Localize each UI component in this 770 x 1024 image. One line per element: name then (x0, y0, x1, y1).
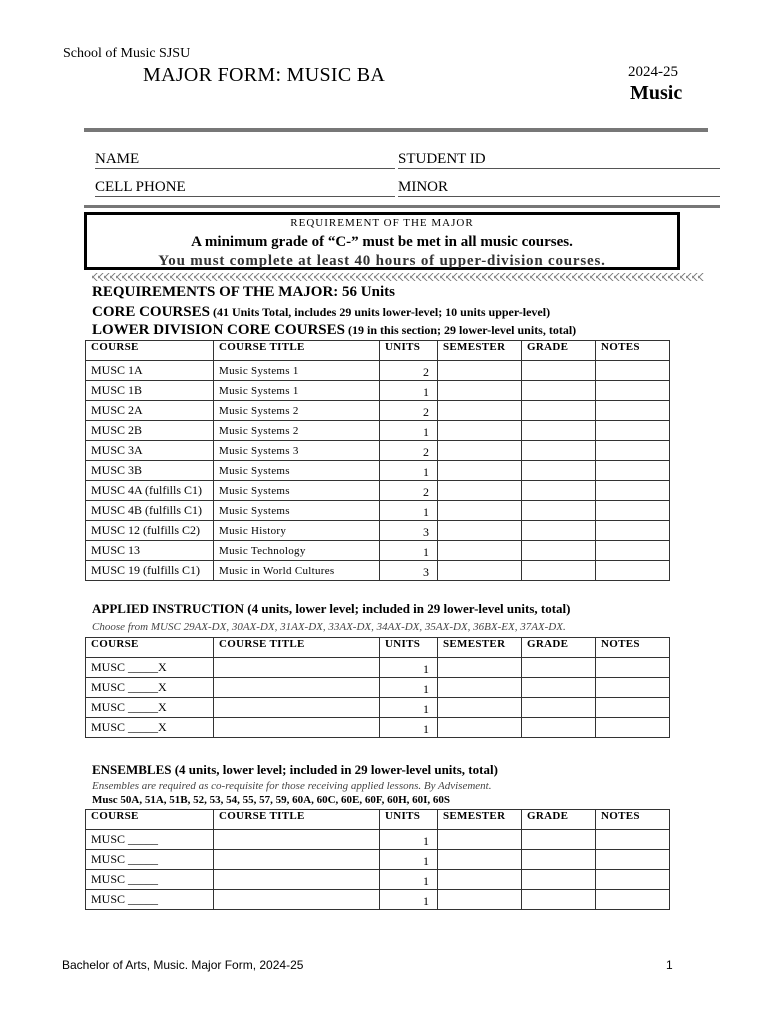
course-cell: MUSC 2A (86, 401, 214, 421)
notes-cell[interactable] (596, 718, 670, 738)
course-cell: MUSC 19 (fulfills C1) (86, 561, 214, 581)
minor-label: MINOR (398, 179, 449, 195)
form-title: MAJOR FORM: MUSIC BA (143, 64, 386, 86)
units-cell: 2 (380, 401, 438, 421)
grade-cell[interactable] (522, 718, 596, 738)
header-row (86, 638, 670, 658)
column-header-semester: SEMESTER (438, 638, 522, 658)
column-header-semester: SEMESTER (438, 341, 522, 361)
notes-cell[interactable] (596, 461, 670, 481)
column-header-semester: SEMESTER (438, 810, 522, 830)
core-label: CORE COURSES (92, 304, 210, 320)
grade-cell[interactable] (522, 461, 596, 481)
notes-cell[interactable] (596, 850, 670, 870)
core-heading (92, 304, 550, 321)
notes-cell[interactable] (596, 421, 670, 441)
table-row (86, 850, 670, 870)
course-cell: MUSC 4A (fulfills C1) (86, 481, 214, 501)
semester-cell[interactable] (438, 890, 522, 910)
title-cell: Music Systems 2 (214, 401, 380, 421)
notes-cell[interactable] (596, 521, 670, 541)
course-cell: MUSC 12 (fulfills C2) (86, 521, 214, 541)
department-name: Music (630, 82, 683, 104)
notes-cell[interactable] (596, 561, 670, 581)
title-cell (214, 850, 380, 870)
notes-cell[interactable] (596, 361, 670, 381)
lower-heading (92, 322, 576, 339)
ensembles-title: ENSEMBLES (4 units, lower level; included in 29 lower-level units, total) (92, 762, 498, 777)
course-cell: MUSC 1A (86, 361, 214, 381)
decorative-border (92, 273, 704, 281)
academic-year: 2024-25 (628, 64, 678, 80)
semester-cell[interactable] (438, 658, 522, 678)
grade-cell[interactable] (522, 501, 596, 521)
course-cell: MUSC 13 (86, 541, 214, 561)
column-header-notes: NOTES (596, 810, 670, 830)
table-row (86, 461, 670, 481)
grade-cell[interactable] (522, 361, 596, 381)
header-row (86, 810, 670, 830)
notes-cell[interactable] (596, 381, 670, 401)
title-cell (214, 870, 380, 890)
semester-cell[interactable] (438, 381, 522, 401)
units-cell: 3 (380, 521, 438, 541)
units-cell: 1 (380, 830, 438, 850)
student-id-label: STUDENT ID (398, 151, 486, 167)
course-cell: MUSC _____X (86, 698, 214, 718)
grade-cell[interactable] (522, 678, 596, 698)
ensembles-list: Musc 50A, 51A, 51B, 52, 53, 54, 55, 57, 59, 60A, 60C, 60E, 60F, 60H, 60I, 60S (92, 794, 451, 806)
notes-cell[interactable] (596, 541, 670, 561)
units-cell: 1 (380, 890, 438, 910)
table-row (86, 401, 670, 421)
units-cell: 1 (380, 461, 438, 481)
notes-cell[interactable] (596, 501, 670, 521)
table-row (86, 501, 670, 521)
fields-divider (84, 205, 720, 208)
semester-cell[interactable] (438, 361, 522, 381)
course-cell: MUSC 3A (86, 441, 214, 461)
units-cell: 3 (380, 561, 438, 581)
table-row (86, 441, 670, 461)
semester-cell[interactable] (438, 461, 522, 481)
units-cell: 2 (380, 481, 438, 501)
title-cell (214, 830, 380, 850)
units-cell: 2 (380, 441, 438, 461)
notes-cell[interactable] (596, 870, 670, 890)
title-cell: Music Systems (214, 501, 380, 521)
title-cell: Music Systems (214, 481, 380, 501)
semester-cell[interactable] (438, 678, 522, 698)
title-cell: Music Systems (214, 461, 380, 481)
core-sub: (41 Units Total, includes 29 units lower-level; 10 units upper-level) (209, 305, 551, 319)
title-cell (214, 698, 380, 718)
table-row (86, 830, 670, 850)
top-divider (84, 128, 708, 132)
grade-cell[interactable] (522, 381, 596, 401)
column-header-course-title: COURSE TITLE (214, 341, 380, 361)
grade-cell[interactable] (522, 830, 596, 850)
semester-cell[interactable] (438, 481, 522, 501)
school-name: School of Music SJSU (63, 46, 191, 61)
semester-cell[interactable] (438, 521, 522, 541)
notes-cell[interactable] (596, 481, 670, 501)
grade-cell[interactable] (522, 541, 596, 561)
name-field[interactable] (95, 168, 395, 169)
notes-cell[interactable] (596, 830, 670, 850)
grade-cell[interactable] (522, 421, 596, 441)
column-header-notes: NOTES (596, 638, 670, 658)
notes-cell[interactable] (596, 658, 670, 678)
column-header-course-title: COURSE TITLE (214, 810, 380, 830)
units-cell: 1 (380, 541, 438, 561)
table-row (86, 870, 670, 890)
units-cell: 1 (380, 658, 438, 678)
semester-cell[interactable] (438, 830, 522, 850)
units-cell: 1 (380, 421, 438, 441)
title-cell: Music History (214, 521, 380, 541)
units-cell: 1 (380, 870, 438, 890)
course-cell: MUSC 4B (fulfills C1) (86, 501, 214, 521)
table-row (86, 698, 670, 718)
column-header-course-title: COURSE TITLE (214, 638, 380, 658)
grade-cell[interactable] (522, 890, 596, 910)
course-cell: MUSC 3B (86, 461, 214, 481)
notes-cell[interactable] (596, 441, 670, 461)
table-row (86, 658, 670, 678)
header-row (86, 341, 670, 361)
cell-phone-field[interactable] (95, 196, 395, 197)
grade-cell[interactable] (522, 521, 596, 541)
table-row (86, 718, 670, 738)
semester-cell[interactable] (438, 870, 522, 890)
table-row (86, 421, 670, 441)
grade-cell[interactable] (522, 561, 596, 581)
semester-cell[interactable] (438, 501, 522, 521)
semester-cell[interactable] (438, 401, 522, 421)
column-header-grade: GRADE (522, 638, 596, 658)
notes-cell[interactable] (596, 401, 670, 421)
student-id-field[interactable] (398, 168, 720, 169)
units-cell: 1 (380, 381, 438, 401)
course-cell: MUSC 1B (86, 381, 214, 401)
units-cell: 1 (380, 850, 438, 870)
title-cell (214, 658, 380, 678)
semester-cell[interactable] (438, 421, 522, 441)
title-cell: Music Systems 1 (214, 381, 380, 401)
units-cell: 1 (380, 718, 438, 738)
column-header-course: COURSE (86, 810, 214, 830)
semester-cell[interactable] (438, 718, 522, 738)
table-row (86, 481, 670, 501)
column-header-notes: NOTES (596, 341, 670, 361)
course-cell: MUSC _____ (86, 870, 214, 890)
grade-cell[interactable] (522, 401, 596, 421)
title-cell (214, 890, 380, 910)
applied-title: APPLIED INSTRUCTION (4 units, lower level; included in 29 lower-level units, total) (92, 601, 571, 616)
semester-cell[interactable] (438, 441, 522, 461)
table-row (86, 521, 670, 541)
column-header-grade: GRADE (522, 810, 596, 830)
units-cell: 1 (380, 678, 438, 698)
title-cell: Music Systems 3 (214, 441, 380, 461)
grade-cell[interactable] (522, 850, 596, 870)
requirement-heading: REQUIREMENT OF THE MAJOR (290, 217, 474, 229)
semester-cell[interactable] (438, 561, 522, 581)
ensembles-table (85, 809, 670, 910)
column-header-course: COURSE (86, 638, 214, 658)
minor-field[interactable] (398, 196, 720, 197)
semester-cell[interactable] (438, 850, 522, 870)
course-cell: MUSC _____X (86, 718, 214, 738)
semester-cell[interactable] (438, 541, 522, 561)
table-row (86, 541, 670, 561)
table-row (86, 381, 670, 401)
table-row (86, 561, 670, 581)
units-cell: 1 (380, 698, 438, 718)
cell-phone-label: CELL PHONE (95, 179, 186, 195)
ensembles-note: Ensembles are required as co-requisite for those receiving applied lessons. By Advisement. (92, 780, 492, 792)
title-cell: Music Technology (214, 541, 380, 561)
course-cell: MUSC _____ (86, 850, 214, 870)
page-number: 1 (666, 958, 673, 972)
notes-cell[interactable] (596, 678, 670, 698)
requirement-hours: You must complete at least 40 hours of upper-division courses. (158, 253, 606, 269)
table-row (86, 361, 670, 381)
course-cell: MUSC _____X (86, 658, 214, 678)
lower-label: LOWER DIVISION CORE COURSES (92, 322, 345, 338)
course-cell: MUSC _____ (86, 890, 214, 910)
lower-sub: (19 in this section; 29 lower-level units, total) (344, 323, 577, 337)
course-cell: MUSC _____X (86, 678, 214, 698)
column-header-grade: GRADE (522, 341, 596, 361)
applied-table (85, 637, 670, 738)
table-row (86, 890, 670, 910)
footer-text: Bachelor of Arts, Music. Major Form, 2024-25 (62, 958, 304, 972)
course-cell: MUSC _____ (86, 830, 214, 850)
grade-cell[interactable] (522, 658, 596, 678)
title-cell: Music in World Cultures (214, 561, 380, 581)
column-header-units: UNITS (380, 341, 438, 361)
notes-cell[interactable] (596, 698, 670, 718)
notes-cell[interactable] (596, 890, 670, 910)
title-cell (214, 678, 380, 698)
lower-division-table (85, 340, 670, 581)
title-cell (214, 718, 380, 738)
semester-cell[interactable] (438, 698, 522, 718)
table-row (86, 678, 670, 698)
column-header-units: UNITS (380, 810, 438, 830)
course-cell: MUSC 2B (86, 421, 214, 441)
grade-cell[interactable] (522, 441, 596, 461)
requirement-grade: A minimum grade of “C-” must be met in all music courses. (191, 234, 573, 250)
grade-cell[interactable] (522, 481, 596, 501)
requirements-heading: REQUIREMENTS OF THE MAJOR: 56 Units (92, 284, 395, 300)
name-label: NAME (95, 151, 140, 167)
grade-cell[interactable] (522, 698, 596, 718)
column-header-units: UNITS (380, 638, 438, 658)
column-header-course: COURSE (86, 341, 214, 361)
units-cell: 1 (380, 501, 438, 521)
applied-note: Choose from MUSC 29AX-DX, 30AX-DX, 31AX-DX, 33AX-DX, 34AX-DX, 35AX-DX, 36BX-EX, 37AX-DX. (92, 621, 566, 633)
title-cell: Music Systems 1 (214, 361, 380, 381)
units-cell: 2 (380, 361, 438, 381)
grade-cell[interactable] (522, 870, 596, 890)
title-cell: Music Systems 2 (214, 421, 380, 441)
